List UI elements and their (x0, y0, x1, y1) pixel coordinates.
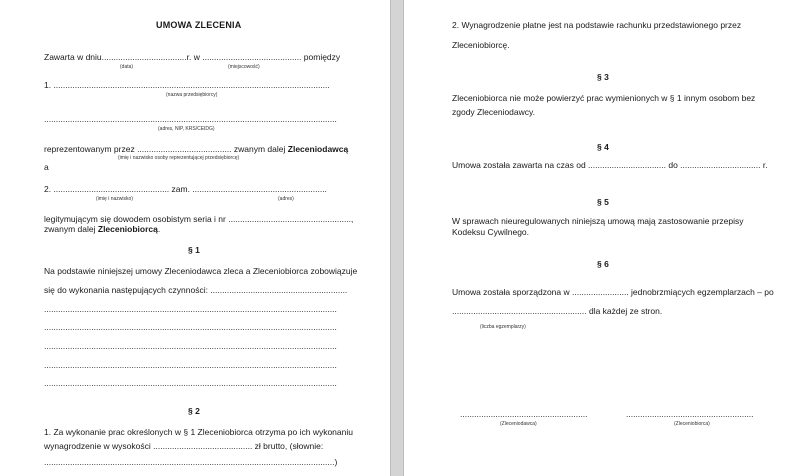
s1-line2: się do wykonania następujących czynności: .......................................................... (44, 285, 348, 295)
legitymujacym-line: legitymującym się dowodem osobistym seria i nr ...................................................., (44, 214, 354, 224)
dotted-line-3: ............................................................................................................................ (44, 341, 337, 351)
reprezentowanym-text: reprezentowanym przez ........................................ zwanym dalej (44, 144, 286, 154)
caption-nazwa: (nazwa przedsiębiorcy) (166, 92, 218, 98)
page-gutter (390, 0, 404, 476)
document-page-right (404, 0, 800, 476)
s2-line1: 1. Za wykonanie prac określonych w § 1 Zleceniobiorca otrzyma po ich wykonaniu (44, 427, 353, 437)
section-1-heading: § 1 (188, 245, 200, 255)
signature-line-left: ...................................................... (460, 409, 588, 419)
section-6-heading: § 6 (597, 259, 609, 269)
reprezentowanym-line (44, 144, 348, 154)
party2-line: 2. ................................................. zam. ......................................................... (44, 184, 327, 194)
zwanym-line (44, 224, 160, 234)
section-2-heading: § 2 (188, 406, 200, 416)
caption-adres2: (adres) (278, 196, 294, 202)
s4-line1: Umowa została zawarta na czas od ................................. do .................................. r. (452, 160, 768, 170)
document-page-left (0, 0, 390, 476)
zleceniobiorca-bold: Zleceniobiorcą (97, 224, 158, 234)
dotted-line-2: ............................................................................................................................ (44, 322, 337, 332)
party1-line2: ............................................................................................................................ (44, 114, 337, 124)
s6-line2: ......................................................... dla każdej ze stron. (452, 306, 663, 316)
s3-line2: zgody Zleceniodawcy. (452, 107, 535, 117)
caption-data: (data) (120, 64, 134, 70)
signature-line-right: ...................................................... (626, 409, 754, 419)
p2-line1: 2. Wynagrodzenie płatne jest na podstawie rachunku przedstawionego przez (452, 20, 742, 30)
p2-line2: Zleceniobiorcę. (452, 40, 510, 50)
dotted-line-1: ............................................................................................................................ (44, 304, 337, 314)
s5-line1: W sprawach nieuregulowanych niniejszą umową mają zastosowanie przepisy (452, 216, 744, 226)
signature-caption-left: (Zleceniodawca) (500, 421, 537, 427)
zleceniodawca-bold: Zleceniodawcą (287, 144, 349, 154)
caption-imie-osoby: (imię i nazwisko osoby reprezentującej przedsiębiorcę) (118, 155, 240, 161)
section-3-heading: § 3 (597, 72, 609, 82)
s2-line2: wynagrodzenie w wysokości .......................................... zł brutto, (słownie: (44, 441, 324, 451)
dotted-line-4: ............................................................................................................................ (44, 360, 337, 370)
section-4-heading: § 4 (597, 142, 609, 152)
party1-line: 1. ..................................................................................................................... (44, 80, 330, 90)
dotted-line-5: ............................................................................................................................ (44, 378, 337, 388)
document-title: UMOWA ZLECENIA (156, 20, 242, 30)
zwanym-text: zwanym dalej (44, 224, 96, 234)
conjunction-a: a (44, 162, 49, 172)
s1-line1: Na podstawie niniejszej umowy Zleceniodawca zleca a Zleceniobiorca zobowiązuje (44, 266, 358, 276)
caption-liczba: (liczba egzemplarzy) (480, 324, 526, 330)
zawarta-line: Zawarta w dniu....................................r. w .......................................... pomiędzy (44, 52, 341, 62)
section-5-heading: § 5 (597, 197, 609, 207)
s5-line2: Kodeksu Cywilnego. (452, 227, 530, 237)
s2-line3: ...........................................................................................................................) (44, 457, 338, 467)
caption-miejscowosc: (miejscowość) (228, 64, 260, 70)
signature-caption-right: (Zleceniobiorca) (674, 421, 710, 427)
caption-adres: (adres, NIP, KRS/CEIDG) (158, 126, 215, 132)
caption-imie: (imię i nazwisko) (96, 196, 133, 202)
zwanym-end: . (157, 224, 161, 234)
s3-line1: Zleceniobiorca nie może powierzyć prac wymienionych w § 1 innym osobom bez (452, 93, 756, 103)
s6-line1: Umowa została sporządzona w ........................ jednobrzmiących egzemplarzach – po (452, 287, 774, 297)
